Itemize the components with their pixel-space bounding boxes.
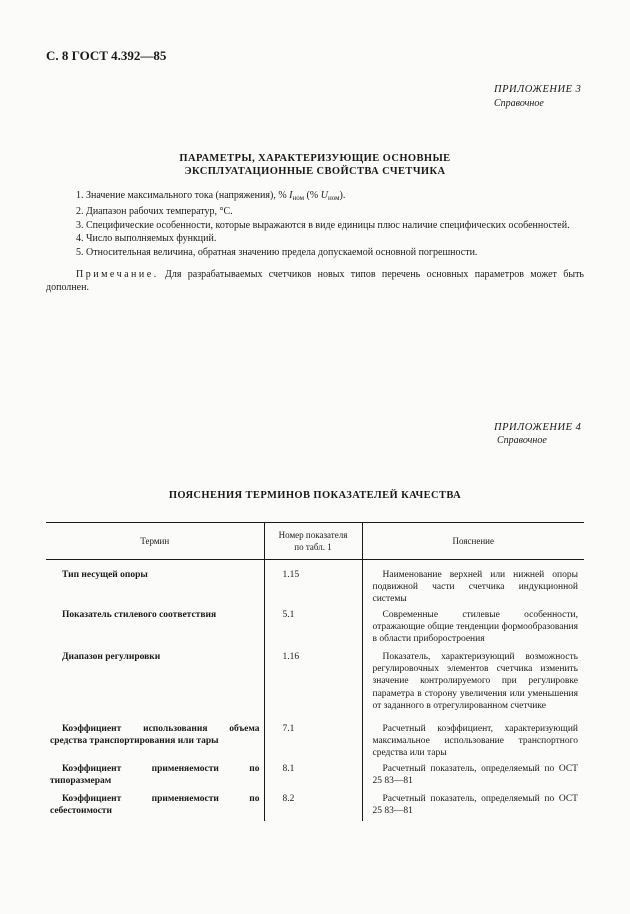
table-row: [46, 793, 584, 821]
appendix-3-kind: Справочное: [494, 98, 544, 109]
appendix-3-title: [0, 152, 630, 178]
number-cell: 8.2: [264, 793, 362, 821]
appendix-4-label: ПРИЛОЖЕНИЕ 4: [494, 422, 582, 433]
explanation-cell: Расчетный показатель, определяемый по ОСТ 25 83—81: [372, 794, 578, 817]
parameter-item-1: 1. Значение максимального тока (напряжения), % $I_{ном}$ (% $U_{ном}$).: [76, 190, 346, 202]
terms-table-header: [46, 523, 584, 560]
parameter-item-2: 2. Диапазон рабочих температур, °С.: [76, 206, 233, 218]
table-row: [46, 560, 584, 610]
parameter-item-5: 5. Относительная величина, обратная значению предела допускаемой основной погрешности.: [76, 246, 478, 258]
term-cell: Коэффициент применяемости по типоразмерам: [50, 764, 260, 787]
appendix-3-label: ПРИЛОЖЕНИЕ 3: [494, 84, 582, 95]
table-row: [46, 609, 584, 651]
term-cell: Показатель стилевого соответствия: [62, 610, 217, 620]
terms-table: [46, 522, 584, 821]
parameter-item-3: 3. Специфические особенности, которые выражаются в виде единицы плюс наличие специфических особенностей.: [76, 219, 570, 231]
explanation-cell: Наименование верхней или нижней опоры подвижной части счетчика индукционной системы: [372, 570, 578, 605]
column-header-number: Номер показателя по табл. 1: [264, 523, 362, 560]
number-cell: 5.1: [264, 609, 362, 651]
appendix-3-title-line1: ПАРАМЕТРЫ, ХАРАКТЕРИЗУЮЩИЕ ОСНОВНЫЕ: [179, 153, 451, 164]
explanation-cell: Расчетный показатель, определяемый по ОСТ 25 83—81: [372, 764, 578, 787]
explanation-cell: Расчетный коэффициент, характеризующий максимальное использование транспортного средства или тары: [372, 724, 578, 759]
appendix-3-note: [46, 268, 584, 295]
number-cell: 7.1: [264, 723, 362, 763]
table-row: [46, 723, 584, 763]
column-header-term: Термин: [46, 523, 264, 560]
parameter-list: [46, 189, 584, 259]
number-cell: 1.15: [264, 560, 362, 610]
note-label: Примечание.: [76, 269, 159, 280]
appendix-4-kind: Справочное: [497, 435, 547, 446]
term-cell: Коэффициент использования объема средства транспортирования или тары: [50, 724, 260, 747]
table-row: [46, 651, 584, 723]
appendix-4-title: ПОЯСНЕНИЯ ТЕРМИНОВ ПОКАЗАТЕЛЕЙ КАЧЕСТВА: [168, 490, 462, 501]
term-cell: Тип несущей опоры: [62, 570, 148, 580]
parameter-item-4: 4. Число выполняемых функций.: [76, 233, 217, 245]
explanation-cell: Современные стилевые особенности, отражающие общие тенденции формообразования в области приборостроения: [372, 610, 578, 645]
number-cell: 8.1: [264, 763, 362, 793]
term-cell: Коэффициент применяемости по себестоимости: [50, 794, 260, 817]
note-text: Для разрабатываемых счетчиков новых типов перечень основных параметров может быть дополнен.: [46, 269, 584, 294]
column-header-explanation: Пояснение: [362, 523, 584, 560]
number-cell: 1.16: [264, 651, 362, 723]
explanation-cell: Показатель, характеризующий возможность регулировочных элементов счетчика изменить значение контролируемого при регулировке параметра в сторону увеличения или уменьшения от заданного в отрегулированном счетчике: [372, 652, 578, 711]
page-header: С. 8 ГОСТ 4.392—85: [46, 48, 167, 63]
term-cell: Диапазон регулировки: [62, 652, 161, 662]
table-row: [46, 763, 584, 793]
appendix-3-title-line2: ЭКСПЛУАТАЦИОННЫЕ СВОЙСТВА СЧЕТЧИКА: [184, 166, 446, 177]
